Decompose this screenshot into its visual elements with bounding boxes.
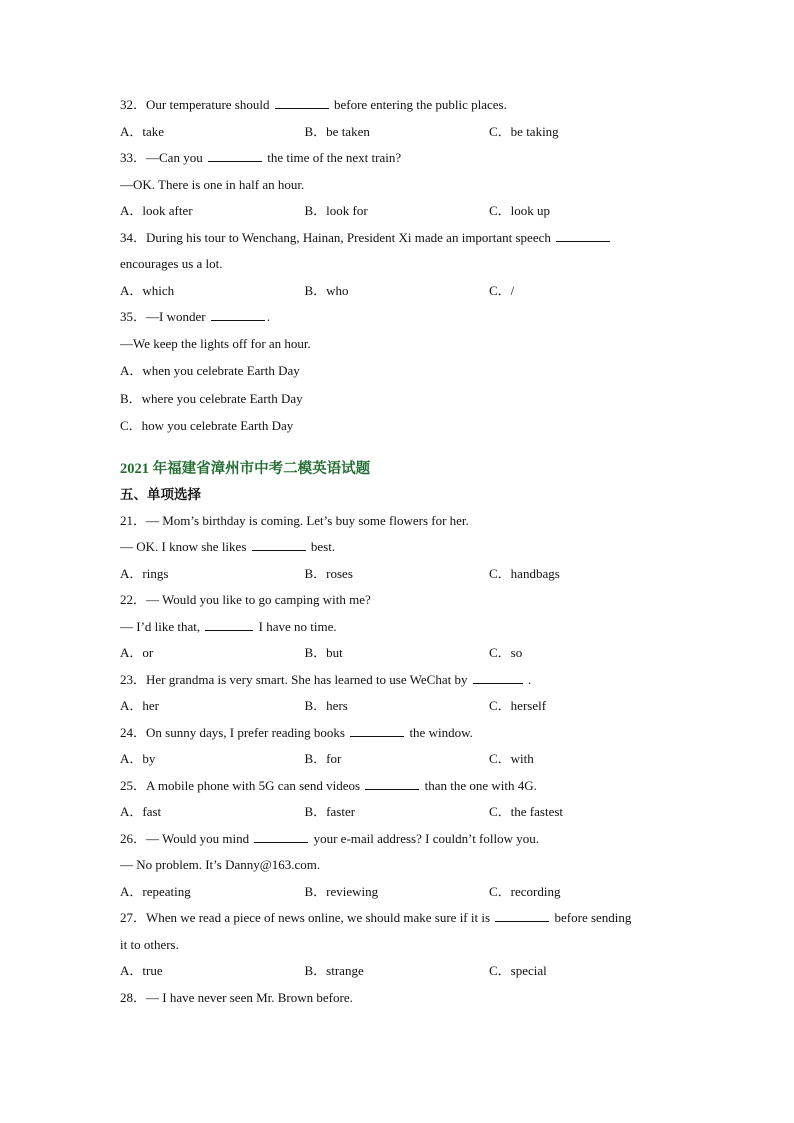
options-27 bbox=[120, 958, 720, 985]
question-21: 21．— Mom’s birthday is coming. Let’s buy some flowers for her. bbox=[120, 512, 469, 528]
option-a: A．take bbox=[120, 123, 165, 139]
question-21-reply: — OK. I know she likes best. bbox=[120, 539, 336, 554]
options-26 bbox=[120, 879, 720, 906]
option-c: C．look up bbox=[489, 203, 551, 218]
option-a: A．by bbox=[120, 751, 156, 766]
option-b: B．look for bbox=[304, 203, 368, 218]
question-26-reply: — No problem. It’s Danny@163.com. bbox=[120, 857, 321, 872]
option-a: A．or bbox=[120, 645, 154, 660]
option-c: C．be taking bbox=[489, 123, 559, 139]
question-34: 34．During his tour to Wenchang, Hainan, President Xi made an important speech bbox=[120, 225, 720, 252]
option-b: B．roses bbox=[304, 565, 353, 581]
question-22: 22．— Would you like to go camping with me? bbox=[120, 592, 371, 607]
options-32 bbox=[120, 119, 720, 146]
option-c: C．recording bbox=[489, 883, 561, 899]
options-34 bbox=[120, 278, 720, 305]
question-25: 25．A mobile phone with 5G can send videos than the one with 4G. bbox=[120, 777, 537, 793]
answer-blank bbox=[275, 96, 329, 109]
option-b: B．for bbox=[304, 751, 342, 766]
question-33: 33．—Can you the time of the next train? bbox=[120, 150, 402, 165]
option-c: C．handbags bbox=[489, 565, 560, 581]
option-b: B．where you celebrate Earth Day bbox=[120, 390, 303, 406]
option-c: C．the fastest bbox=[489, 804, 564, 819]
option-a: A．fast bbox=[120, 804, 162, 819]
answer-blank bbox=[495, 909, 549, 922]
option-b: B．be taken bbox=[304, 123, 370, 139]
answer-blank bbox=[556, 229, 610, 242]
section-title: 2021 年福建省漳州市中考二模英语试题 bbox=[120, 460, 371, 477]
section-heading: 五、单项选择 bbox=[120, 486, 201, 502]
answer-blank bbox=[473, 671, 523, 684]
question-23: 23．Her grandma is very smart. She has learned to use WeChat by . bbox=[120, 671, 532, 687]
question-35: 35．—I wonder . bbox=[120, 309, 271, 324]
answer-blank bbox=[211, 308, 265, 321]
option-b: B．hers bbox=[304, 698, 348, 713]
options-24 bbox=[120, 746, 720, 773]
question-27-continued: it to others. bbox=[120, 936, 179, 952]
option-c: C．herself bbox=[489, 698, 547, 713]
option-c: C．/ bbox=[489, 282, 515, 298]
option-a: A．look after bbox=[120, 203, 193, 218]
option-b: B．who bbox=[304, 282, 349, 298]
option-b: B．reviewing bbox=[304, 883, 379, 899]
question-32: 32．Our temperature should before entering the public places. bbox=[120, 97, 507, 112]
options-21 bbox=[120, 561, 720, 588]
option-a: A．repeating bbox=[120, 883, 191, 899]
question-26: 26．— Would you mind your e-mail address? I couldn’t follow you. bbox=[120, 830, 539, 846]
question-33-reply: —OK. There is one in half an hour. bbox=[120, 176, 305, 192]
option-a: A．true bbox=[120, 963, 163, 978]
option-a: A．which bbox=[120, 282, 175, 298]
answer-blank bbox=[208, 149, 262, 162]
question-27: 27．When we read a piece of news online, we should make sure if it is before sending bbox=[120, 910, 632, 925]
answer-blank bbox=[254, 830, 308, 843]
option-c: C．special bbox=[489, 963, 547, 978]
option-a: A．her bbox=[120, 698, 159, 713]
answer-blank bbox=[205, 618, 253, 631]
option-c: C．so bbox=[489, 645, 523, 660]
question-34-continued: encourages us a lot. bbox=[120, 256, 223, 271]
answer-blank bbox=[350, 724, 404, 737]
option-b: B．strange bbox=[304, 963, 364, 978]
document-page bbox=[120, 92, 720, 1011]
option-b: B．faster bbox=[304, 804, 356, 819]
question-35-reply: —We keep the lights off for an hour. bbox=[120, 335, 311, 351]
option-a: A．when you celebrate Earth Day bbox=[120, 363, 300, 378]
option-c: C．how you celebrate Earth Day bbox=[120, 418, 294, 433]
option-a: A．rings bbox=[120, 565, 169, 581]
option-c: C．with bbox=[489, 751, 534, 766]
question-24: 24．On sunny days, I prefer reading books the window. bbox=[120, 724, 473, 740]
answer-blank bbox=[365, 777, 419, 790]
options-33 bbox=[120, 198, 720, 225]
options-22 bbox=[120, 640, 720, 667]
question-22-reply: — I’d like that, I have no time. bbox=[120, 618, 337, 634]
options-25 bbox=[120, 799, 720, 826]
options-23 bbox=[120, 693, 720, 720]
question-28: 28．— I have never seen Mr. Brown before. bbox=[120, 989, 353, 1005]
answer-blank bbox=[252, 538, 306, 551]
option-b: B．but bbox=[304, 645, 343, 660]
